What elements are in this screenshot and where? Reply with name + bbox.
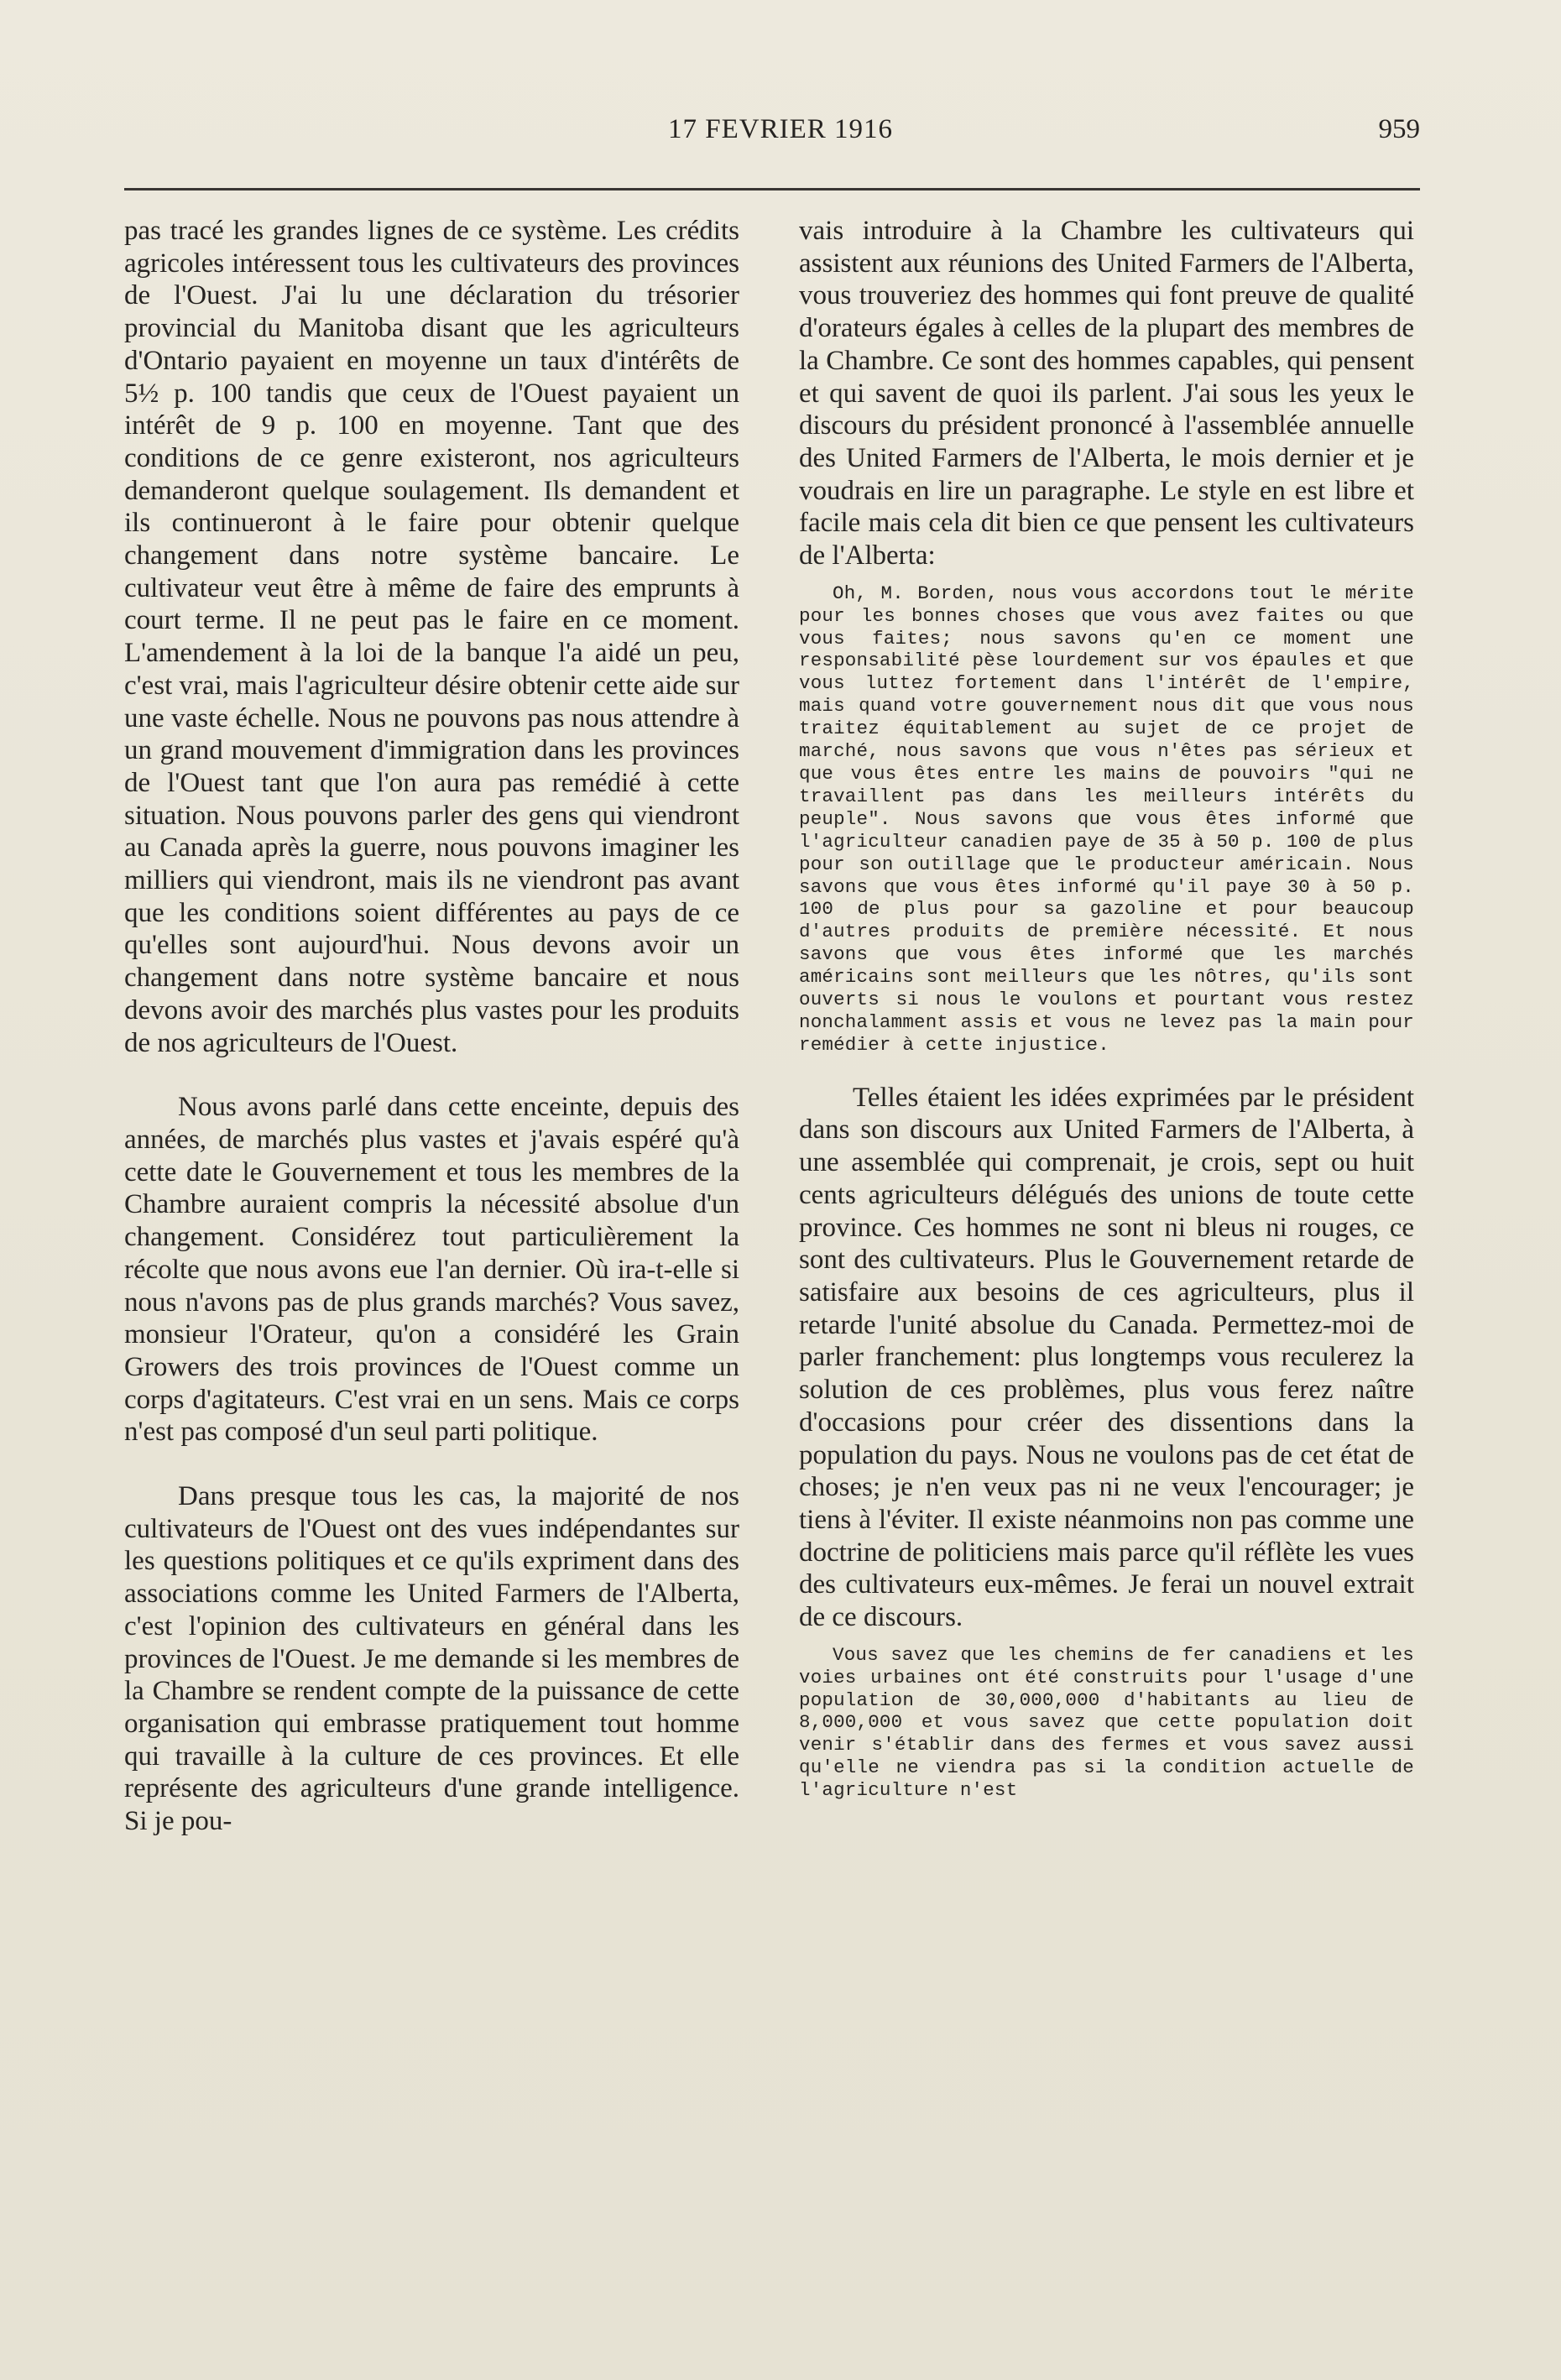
page-number: 959 xyxy=(1378,114,1420,144)
left-column xyxy=(124,215,739,1838)
quoted-speech-1: Oh, M. Borden, nous vous accordons tout le mérite pour les bonnes choses que vous avez faites ou que vous faites; nous savons qu'en ce moment une responsabilité pèse lourdement sur vos épaules et que vous luttez fortement dans l'intérêt de l'empire, mais quand votre gouvernement nous dit que vous nous traitez équitablement au sujet de ce projet de marché, nous savons que vous n'êtes pas sérieux et que vous êtes entre les mains de pouvoirs "qui ne travaillent pas dans les meilleurs intérêts du peuple". Nous savons que vous êtes informé que l'agriculteur canadien paye de 35 à 50 p. 100 de plus pour son outillage que le producteur américain. Nous savons que vous êtes informé qu'il paye 30 à 50 p. 100 de plus pour sa gazoline et pour beaucoup d'autres produits de première nécessité. Et nous savons que vous êtes informé que les marchés américains sont meilleurs que les nôtres, qu'ils sont ouverts si nous le voulons et pourtant vous restez nonchalamment assis et vous ne levez pas la main pour remédier à cette injustice. xyxy=(799,582,1414,1056)
left-paragraph-2: Nous avons parlé dans cette enceinte, depuis des années, de marchés plus vastes et j'avais espéré qu'à cette date le Gouvernement et tous les membres de la Chambre auraient compris la nécessité absolue d'un changement. Considérez tout particulièrement la récolte que nous avons eue l'an dernier. Où ira-t-elle si nous n'avons pas de plus grands marchés? Vous savez, monsieur l'Orateur, qu'on a considéré les Grain Growers des trois provinces de l'Ouest comme un corps d'agitateurs. C'est vrai en un sens. Mais ce corps n'est pas composé d'un seul parti politique. xyxy=(124,1092,739,1448)
header-date: 17 FEVRIER 1916 xyxy=(667,114,893,144)
right-paragraph-2: Telles étaient les idées exprimées par le président dans son discours aux United Farmers de l'Alberta, à une assemblée qui comprenait, je crois, sept ou huit cents agriculteurs délégués des unions de toute cette province. Ces hommes ne sont ni bleus ni rouges, ce sont des cultivateurs. Plus le Gouvernement retarde de satisfaire aux besoins de ces agriculteurs, plus il retarde l'unité absolue du Canada. Permettez-moi de parler franchement: plus longtemps vous reculerez la solution de ces problèmes, plus vous ferez naître d'occasions pour créer des dissentions dans la population du pays. Nous ne voulons pas de cet état de choses; je n'en veux pas ni ne veux l'encourager; je tiens à l'éviter. Il existe néanmoins non pas comme une doctrine de politiciens mais parce qu'il réflète les vues des cultivateurs eux-mêmes. Je ferai un nouvel extrait de ce discours. xyxy=(799,1082,1414,1633)
left-paragraph-3: Dans presque tous les cas, la majorité de nos cultivateurs de l'Ouest ont des vues indépendantes sur les questions politiques et ce qu'ils expriment dans des associations comme les United Farmers de l'Alberta, c'est l'opinion des cultivateurs en général dans les provinces de l'Ouest. Je me demande si les membres de la Chambre se rendent compte de la puissance de cette organisation qui embrasse pratiquement tout homme qui travaille à la culture de ces provinces. Et elle représente des agriculteurs d'une grande intelligence. Si je pou- xyxy=(124,1481,739,1837)
left-paragraph-1: pas tracé les grandes lignes de ce système. Les crédits agricoles intéressent tous les cultivateurs des provinces de l'Ouest. J'ai lu une déclaration du trésorier provincial du Manitoba disant que les agriculteurs d'Ontario payaient en moyenne un taux d'intérêts de 5½ p. 100 tandis que ceux de l'Ouest payaient un intérêt de 9 p. 100 en moyenne. Tant que des conditions de ce genre existeront, nos agriculteurs demanderont quelque soulagement. Ils demandent et ils continueront à le faire pour obtenir quelque changement dans notre système bancaire. Le cultivateur veut être à même de faire des emprunts à court terme. Il ne peut pas le faire en ce moment. L'amendement à la loi de la banque l'a aidé un peu, c'est vrai, mais l'agriculteur désire obtenir cette aide sur une vaste échelle. Nous ne pouvons pas nous attendre à un grand mouvement d'immigration dans les provinces de l'Ouest tant que l'on aura pas remédié à cette situation. Nous pouvons parler des gens qui viendront au Canada après la guerre, nous pouvons imaginer les milliers qui viendront, mais ils ne viendront pas avant que les conditions soient différentes au pays de ce qu'elles sont aujourd'hui. Nous devons avoir un changement dans notre système bancaire et nous devons avoir des marchés plus vastes pour les produits de nos agriculteurs de l'Ouest. xyxy=(124,216,740,1058)
right-column xyxy=(799,215,1414,1814)
running-head xyxy=(0,107,1561,158)
quoted-speech-2: Vous savez que les chemins de fer canadiens et les voies urbaines ont été construits pour l'usage d'une population de 30,000,000 d'habitants au lieu de 8,000,000 et vous savez que cette population doit venir s'établir dans des fermes et vous savez aussi qu'elle ne viendra pas si la condition actuelle de l'agriculture n'est xyxy=(799,1643,1414,1802)
right-paragraph-1: vais introduire à la Chambre les cultivateurs qui assistent aux réunions des United Farmers de l'Alberta, vous trouveriez des hommes qui font preuve de qualité d'orateurs égales à celles de la plupart des membres de la Chambre. Ce sont des hommes capables, qui pensent et qui savent de quoi ils parlent. J'ai sous les yeux le discours du président prononcé à l'assemblée annuelle des United Farmers de l'Alberta, le mois dernier et je voudrais en lire un paragraphe. Le style en est libre et facile mais cela dit bien ce que pensent les cultivateurs de l'Alberta: xyxy=(799,216,1414,572)
header-rule xyxy=(124,188,1420,191)
